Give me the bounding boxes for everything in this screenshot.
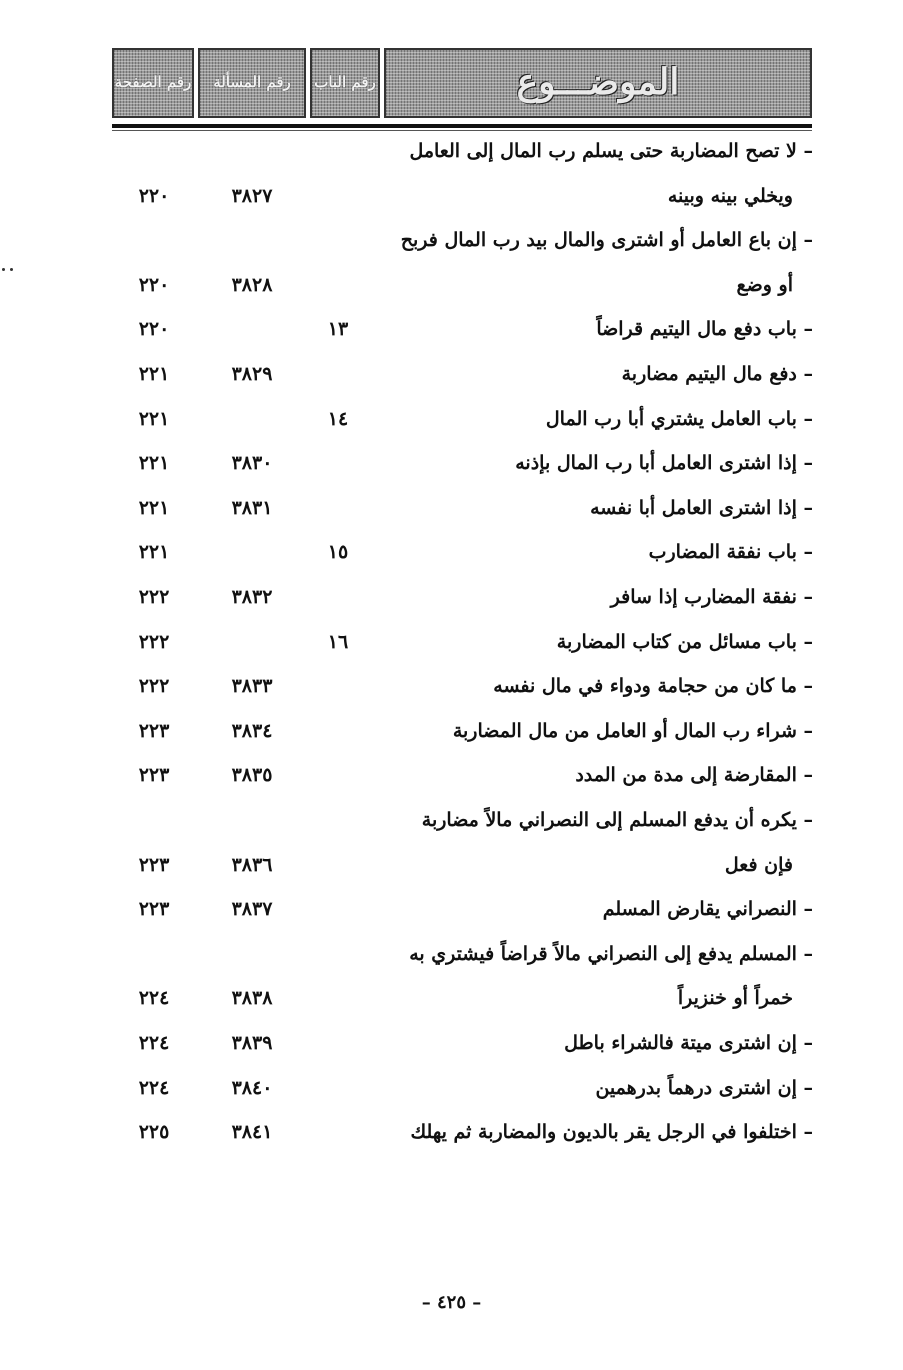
row-topic: – إن باع العامل أو اشترى والمال بيد رب المال فربح bbox=[400, 229, 813, 252]
row-issue-number: ٣٨٣٥ bbox=[231, 764, 273, 787]
row-page-number: ٢٢٢ bbox=[138, 586, 170, 608]
table-row bbox=[0, 444, 903, 488]
row-page-number: ٢٢٤ bbox=[138, 1076, 170, 1099]
row-page-number: ٢٢١ bbox=[138, 496, 170, 519]
row-issue-number: ٣٨٣٧ bbox=[231, 898, 273, 921]
row-topic: – باب دفع مال اليتيم قراضاً bbox=[596, 318, 813, 341]
table-row bbox=[0, 1024, 903, 1068]
row-page-number: ٢٢٤ bbox=[138, 987, 170, 1010]
table-row bbox=[0, 623, 903, 667]
row-topic: ويخلي بينه وبينه bbox=[667, 184, 793, 207]
row-issue-number: ٣٨٣١ bbox=[231, 496, 273, 519]
row-chapter-number: ١٦ bbox=[327, 630, 349, 653]
table-row bbox=[0, 846, 903, 890]
row-issue-number: ٣٨٣٠ bbox=[231, 452, 273, 475]
header-issue-number-label: رقم المسألة bbox=[213, 73, 291, 92]
row-issue-number: ٣٨٤١ bbox=[231, 1121, 273, 1144]
table-row bbox=[0, 667, 903, 711]
table-row bbox=[0, 400, 903, 444]
row-topic: – اختلفوا في الرجل يقر بالديون والمضاربة ثم يهلك bbox=[410, 1121, 813, 1144]
header-page-number bbox=[112, 48, 194, 118]
table-row bbox=[0, 801, 903, 845]
row-page-number: ٢٢٣ bbox=[138, 853, 170, 876]
row-topic: – دفع مال اليتيم مضاربة bbox=[621, 363, 813, 385]
row-chapter-number: ١٣ bbox=[327, 318, 349, 341]
row-page-number: ٢٢٣ bbox=[138, 719, 170, 742]
row-issue-number: ٣٨٣٩ bbox=[231, 1032, 273, 1054]
table-row bbox=[0, 533, 903, 577]
row-topic: – المسلم يدفع إلى النصراني مالاً قراضاً فيشتري به bbox=[409, 942, 813, 965]
table-row bbox=[0, 890, 903, 934]
row-issue-number: ٣٨٣٣ bbox=[231, 675, 273, 698]
row-page-number: ٢٢١ bbox=[138, 363, 170, 385]
table-row bbox=[0, 177, 903, 221]
row-topic: – إن اشترى ميتة فالشراء باطل bbox=[564, 1032, 813, 1054]
row-topic: – شراء رب المال أو العامل من مال المضاربة bbox=[452, 719, 813, 742]
row-page-number: ٢٢٠ bbox=[138, 318, 170, 341]
table-row bbox=[0, 266, 903, 310]
page-number: – ٤٢٥ – bbox=[421, 1292, 482, 1313]
row-issue-number: ٣٨٢٧ bbox=[231, 184, 273, 207]
table-row bbox=[0, 979, 903, 1023]
row-issue-number: ٣٨٣٨ bbox=[231, 987, 273, 1010]
table-row bbox=[0, 1069, 903, 1113]
header-issue-number bbox=[198, 48, 306, 118]
row-page-number: ٢٢٠ bbox=[138, 273, 170, 296]
header-rule bbox=[112, 124, 812, 128]
table-row bbox=[0, 712, 903, 756]
row-topic: – باب نفقة المضارب bbox=[648, 541, 813, 564]
table-row bbox=[0, 221, 903, 265]
header-rule-thin bbox=[112, 130, 812, 131]
row-issue-number: ٣٨٣٦ bbox=[231, 853, 273, 876]
row-topic: – النصراني يقارض المسلم bbox=[602, 898, 813, 921]
row-page-number: ٢٢٣ bbox=[138, 764, 170, 787]
table-row bbox=[0, 310, 903, 354]
row-page-number: ٢٢١ bbox=[138, 541, 170, 564]
header-chapter-number-label: رقم الباب bbox=[314, 73, 376, 92]
header-topic-label: الموضـــوع bbox=[516, 61, 680, 104]
row-topic: فإن فعل bbox=[724, 853, 793, 876]
table-row bbox=[0, 489, 903, 533]
row-page-number: ٢٢١ bbox=[138, 407, 170, 430]
header-page-number-label: رقم الصفحة bbox=[114, 73, 192, 92]
row-topic: – إن اشترى درهماً بدرهمين bbox=[595, 1076, 813, 1099]
table-row bbox=[0, 1113, 903, 1157]
table-row bbox=[0, 132, 903, 176]
row-page-number: ٢٢٥ bbox=[138, 1121, 170, 1144]
table-row bbox=[0, 756, 903, 800]
row-topic: خمراً أو خنزيراً bbox=[677, 987, 793, 1010]
row-page-number: ٢٢٤ bbox=[138, 1032, 170, 1054]
row-page-number: ٢٢٠ bbox=[138, 184, 170, 207]
row-page-number: ٢٢٢ bbox=[138, 675, 170, 698]
row-page-number: ٢٢٢ bbox=[138, 630, 170, 653]
row-topic: أو وضع bbox=[736, 273, 793, 296]
row-topic: – المقارضة إلى مدة من المدد bbox=[575, 764, 813, 787]
row-issue-number: ٣٨٢٨ bbox=[231, 273, 273, 296]
row-topic: – إذا اشترى العامل أبا رب المال بإذنه bbox=[515, 452, 813, 475]
row-topic: – باب العامل يشتري أبا رب المال bbox=[545, 407, 813, 430]
row-issue-number: ٣٨٣٢ bbox=[231, 586, 273, 608]
row-chapter-number: ١٥ bbox=[327, 541, 349, 564]
table-row bbox=[0, 935, 903, 979]
row-issue-number: ٣٨٤٠ bbox=[231, 1076, 273, 1099]
table-row bbox=[0, 355, 903, 399]
row-issue-number: ٣٨٢٩ bbox=[231, 363, 273, 385]
row-page-number: ٢٢١ bbox=[138, 452, 170, 475]
row-topic: – إذا اشترى العامل أبا نفسه bbox=[590, 496, 813, 519]
header-chapter-number bbox=[310, 48, 380, 118]
row-topic: – لا تصح المضاربة حتى يسلم رب المال إلى العامل bbox=[409, 140, 813, 162]
table-header bbox=[112, 48, 812, 126]
row-topic: – يكره أن يدفع المسلم إلى النصراني مالاً مضاربة bbox=[421, 809, 813, 831]
row-topic: – باب مسائل من كتاب المضاربة bbox=[556, 630, 813, 653]
header-topic bbox=[384, 48, 812, 118]
row-topic: – ما كان من حجامة ودواء في مال نفسه bbox=[493, 675, 813, 698]
row-issue-number: ٣٨٣٤ bbox=[231, 719, 273, 742]
table-row bbox=[0, 578, 903, 622]
row-topic: – نفقة المضارب إذا سافر bbox=[610, 586, 813, 608]
row-page-number: ٢٢٣ bbox=[138, 898, 170, 921]
row-chapter-number: ١٤ bbox=[327, 407, 349, 430]
